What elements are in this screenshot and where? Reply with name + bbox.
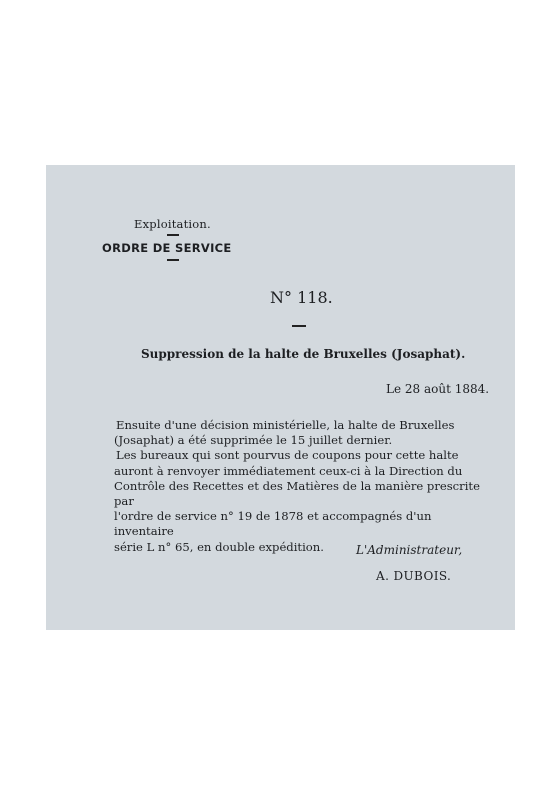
- body-line: (Josaphat) a été supprimée le 15 juillet dernier.: [114, 433, 393, 448]
- signatory-title: L'Administrateur,: [356, 543, 463, 557]
- body-line: série L n° 65, en double expédition.: [114, 539, 324, 554]
- header-dash: [167, 234, 179, 236]
- date-line: Le 28 août 1884.: [386, 382, 490, 396]
- header-dash-lower: [167, 259, 179, 261]
- doc-type-heading: ORDRE DE SERVICE: [102, 241, 232, 255]
- subject-line: Suppression de la halte de Bruxelles (Josaphat).: [141, 347, 466, 361]
- body-text: [114, 418, 494, 555]
- body-line: Les bureaux qui sont pourvus de coupons pour cette halte: [116, 448, 459, 463]
- body-line: Contrôle des Recettes et des Matières de la manière prescrite par: [114, 478, 480, 509]
- body-line: auront à renvoyer immédiatement ceux-ci à la Direction du: [114, 463, 463, 478]
- department-label: Exploitation.: [134, 217, 211, 231]
- number-dash: [292, 325, 306, 327]
- body-line: Ensuite d'une décision ministérielle, la halte de Bruxelles: [116, 418, 455, 432]
- document-page: [46, 165, 515, 630]
- order-number: N° 118.: [270, 288, 333, 307]
- signatory-name: A. DUBOIS.: [376, 569, 452, 583]
- body-line: l'ordre de service n° 19 de 1878 et accompagnés d'un inventaire: [114, 509, 432, 539]
